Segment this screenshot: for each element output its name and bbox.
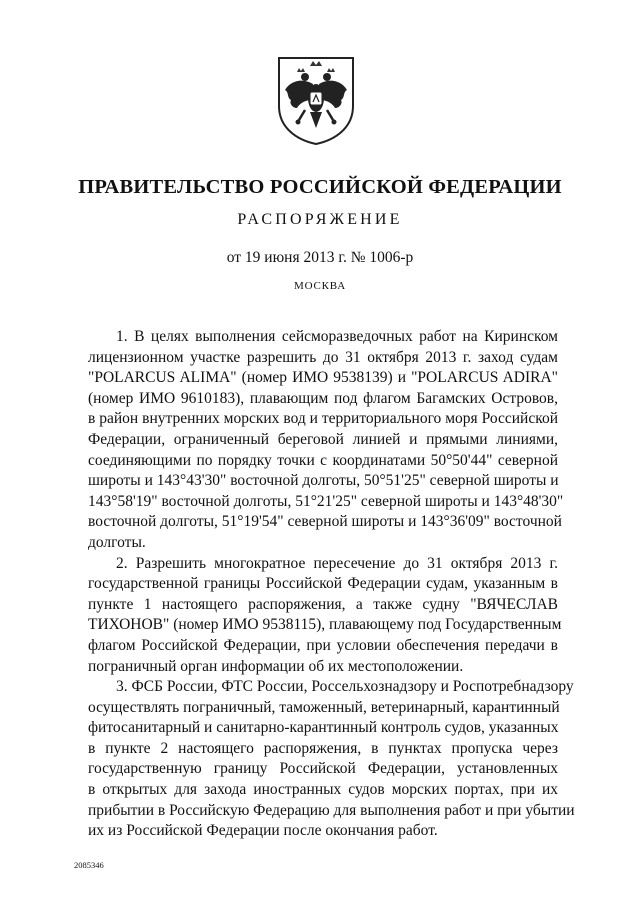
- text-line: государственной границы Российской Федерации судам, указанным в: [88, 575, 558, 593]
- text-line: государственную границу Российской Федерации, установленных: [88, 760, 558, 778]
- paragraph-3: [88, 677, 575, 842]
- russian-coat-of-arms-icon: [275, 54, 357, 146]
- text-line: в район внутренних морских вод и территориального моря Российской: [88, 410, 558, 428]
- text-line: Федерации, ограниченный береговой линией и прямыми линиями,: [88, 430, 558, 448]
- document-body: [88, 327, 575, 842]
- text-line: (номер ИМО 9610183), плавающим под флагом Багамских Островов,: [88, 389, 558, 407]
- text-line: осуществлять пограничный, таможенный, ветеринарный, карантинный: [88, 698, 560, 716]
- text-line: 1. В целях выполнения сейсморазведочных работ на Киринском: [116, 328, 558, 345]
- city-name: МОСКВА: [294, 280, 346, 292]
- text-line: восточной долготы, 51°19'54" северной широты и 143°36'09" восточной: [88, 513, 562, 531]
- text-line: широты и 143°43'30" восточной долготы, 50°51'25" северной широты и: [88, 472, 559, 490]
- paragraph-1: [88, 327, 564, 554]
- document-code: 2085346: [74, 860, 104, 870]
- text-line: "POLARCUS ALIMA" (номер ИМО 9538139) и "POLARCUS ADIRA": [88, 369, 558, 387]
- text-line: 3. ФСБ России, ФТС России, Россельхознадзору и Роспотребнадзору: [116, 678, 574, 696]
- text-line: прибытии в Российскую Федерацию для выполнения работ и при убытии: [88, 801, 575, 819]
- government-title: ПРАВИТЕЛЬСТВО РОССИЙСКОЙ ФЕДЕРАЦИИ: [78, 176, 562, 198]
- text-line: 143°58'19" восточной долготы, 51°21'25" северной широты и 143°48'30": [88, 492, 564, 510]
- text-line: долготы.: [88, 533, 146, 551]
- text-line: флагом Российской Федерации, при условии обеспечения передачи в: [88, 636, 558, 654]
- text-line: фитосанитарный и санитарно-карантинный контроль судов, указанных: [88, 719, 559, 737]
- text-line: в открытых для захода иностранных судов морских портах, при их: [88, 781, 558, 799]
- text-line: в пункте 2 настоящего распоряжения, в пунктах пропуска через: [88, 739, 558, 757]
- text-line: их из Российской Федерации после окончания работ.: [88, 822, 438, 840]
- document-type: РАСПОРЯЖЕНИЕ: [237, 211, 403, 228]
- text-line: лицензионном участке разрешить до 31 октября 2013 г. заход судам: [88, 348, 558, 366]
- text-line: пограничный орган информации об их местоположении.: [88, 657, 464, 675]
- text-line: 2. Разрешить многократное пересечение до 31 октября 2013 г.: [116, 554, 558, 572]
- text-line: пункте 1 настоящего распоряжения, а также судну "ВЯЧЕСЛАВ: [88, 595, 558, 613]
- text-line: соединяющими по порядку точки с координатами 50°50'44" северной: [88, 451, 558, 469]
- paragraph-2: [88, 554, 562, 678]
- text-line: ТИХОНОВ" (номер ИМО 9538115), плавающему под Государственным: [88, 616, 562, 634]
- date-number-line: от 19 июня 2013 г. № 1006-р: [226, 249, 414, 266]
